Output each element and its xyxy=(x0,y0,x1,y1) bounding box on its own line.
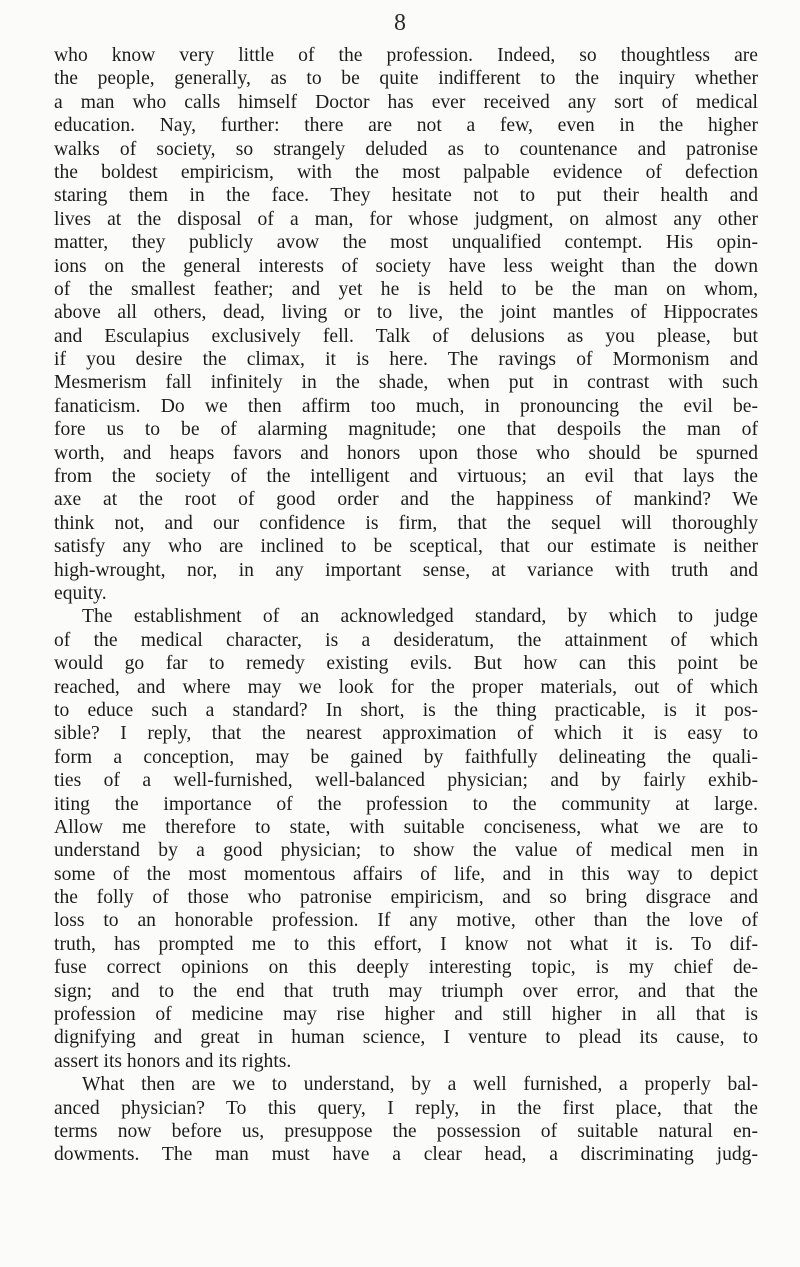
text-line: staring them in the face. They hesitate not to put their health and xyxy=(54,185,758,207)
text-line: lives at the disposal of a man, for whose judgment, on almost any other xyxy=(54,208,758,230)
text-line: would go far to remedy existing evils. But how can this point be xyxy=(54,653,758,675)
text-line: of the medical character, is a desideratum, the attainment of which xyxy=(54,629,758,651)
text-line: to educe such a standard? In short, is the thing practicable, is it pos- xyxy=(54,699,758,721)
text-line: The establishment of an acknowledged standard, by which to judge xyxy=(82,606,758,628)
text-line: profession of medicine may rise higher and still higher in all that is xyxy=(54,1004,758,1026)
text-line: some of the most momentous affairs of life, and in this way to depict xyxy=(54,863,758,885)
text-line: the folly of those who patronise empiricism, and so bring disgrace and xyxy=(54,887,758,909)
text-line: from the society of the intelligent and virtuous; an evil that lays the xyxy=(54,466,758,488)
text-line: high-wrought, nor, in any important sense, at variance with truth and xyxy=(54,559,758,581)
text-line: education. Nay, further: there are not a few, even in the higher xyxy=(54,115,758,137)
text-line: fuse correct opinions on this deeply interesting topic, is my chief de- xyxy=(54,957,758,979)
text-line: the boldest empiricism, with the most palpable evidence of defection xyxy=(54,161,758,183)
text-line: think not, and our confidence is firm, that the sequel will thoroughly xyxy=(54,512,758,534)
text-line: axe at the root of good order and the happiness of mankind? We xyxy=(54,489,758,511)
text-line: sible? I reply, that the nearest approximation of which it is easy to xyxy=(54,723,758,745)
text-line: walks of society, so strangely deluded as to countenance and patronise xyxy=(54,138,758,160)
text-line: reached, and where may we look for the proper materials, out of which xyxy=(54,676,758,698)
text-line: and Esculapius exclusively fell. Talk of delusions as you please, but xyxy=(54,325,758,347)
text-line: fanaticism. Do we then affirm too much, in pronouncing the evil be- xyxy=(54,395,758,417)
text-line: if you desire the climax, it is here. The ravings of Mormonism and xyxy=(54,349,758,371)
text-line: dignifying and great in human science, I venture to plead its cause, to xyxy=(54,1027,758,1049)
text-line: a man who calls himself Doctor has ever received any sort of medical xyxy=(54,91,758,113)
text-line: loss to an honorable profession. If any motive, other than the love of xyxy=(54,910,758,932)
text-line: What then are we to understand, by a well furnished, a properly bal- xyxy=(82,1074,758,1096)
text-line: satisfy any who are inclined to be sceptical, that our estimate is neither xyxy=(54,536,758,558)
text-line: Mesmerism fall infinitely in the shade, when put in contrast with such xyxy=(54,372,758,394)
text-line: iting the importance of the profession to the community at large. xyxy=(54,793,758,815)
text-line: truth, has prompted me to this effort, I know not what it is. To dif- xyxy=(54,933,758,955)
text-line: ions on the general interests of society have less weight than the down xyxy=(54,255,758,277)
text-line: who know very little of the profession. Indeed, so thoughtless are xyxy=(54,45,758,66)
text-line: Allow me therefore to state, with suitable conciseness, what we are to xyxy=(54,816,758,838)
body-text xyxy=(54,44,758,1167)
page-number: 8 xyxy=(394,10,406,36)
text-line: dowments. The man must have a clear head, a discriminating judg- xyxy=(54,1144,758,1166)
text-line: assert its honors and its rights. xyxy=(54,1050,292,1072)
text-line: form a conception, may be gained by faithfully delineating the quali- xyxy=(54,746,758,768)
text-line: above all others, dead, living or to live, the joint mantles of Hippocrates xyxy=(54,302,758,324)
text-line: worth, and heaps favors and honors upon those who should be spurned xyxy=(54,442,758,464)
text-line: equity. xyxy=(54,582,107,604)
text-line: terms now before us, presuppose the possession of suitable natural en- xyxy=(54,1120,758,1142)
text-line: sign; and to the end that truth may triumph over error, and that the xyxy=(54,980,758,1002)
text-line: understand by a good physician; to show the value of medical men in xyxy=(54,840,758,862)
text-line: matter, they publicly avow the most unqualified contempt. His opin- xyxy=(54,232,758,254)
text-line: of the smallest feather; and yet he is held to be the man on whom, xyxy=(54,278,758,300)
text-line: the people, generally, as to be quite indifferent to the inquiry whether xyxy=(54,68,758,90)
text-line: fore us to be of alarming magnitude; one that despoils the man of xyxy=(54,419,758,441)
text-line: anced physician? To this query, I reply, in the first place, that the xyxy=(54,1097,758,1119)
text-line: ties of a well-furnished, well-balanced physician; and by fairly exhib- xyxy=(54,770,758,792)
